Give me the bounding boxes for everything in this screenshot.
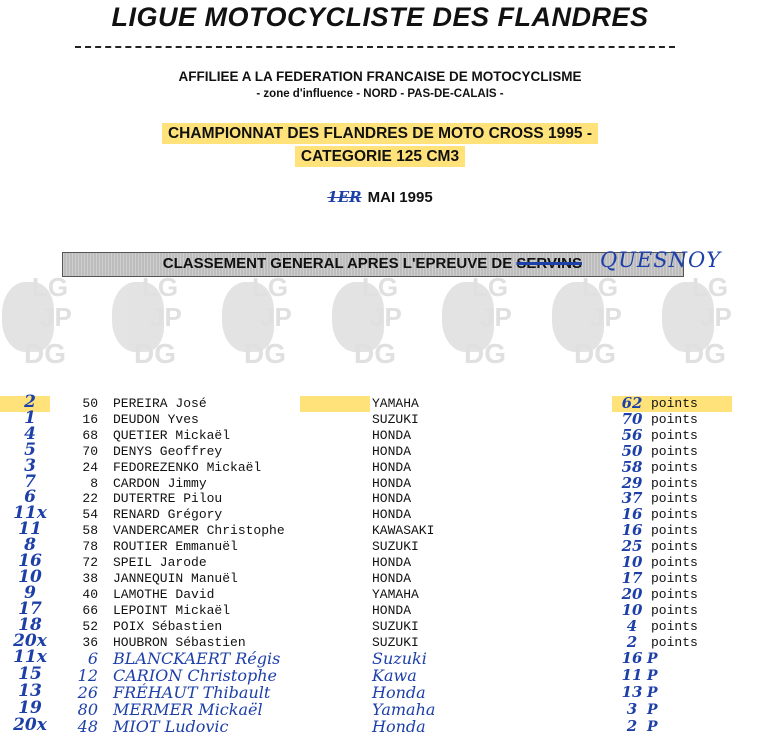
rank-cell: 20x: [13, 715, 47, 735]
rank-cell: 16: [18, 551, 42, 571]
rank-cell: 13: [18, 681, 42, 702]
rider-name-cell: LAMOTHE David: [113, 586, 215, 602]
points-cell: 37: [621, 489, 643, 508]
points-unit-cell: points: [651, 618, 698, 634]
dashed-divider: [75, 46, 675, 48]
race-number-cell: 22: [82, 491, 98, 507]
result-row: [0, 630, 760, 651]
points-cell: 10: [621, 600, 643, 619]
category-text: CATEGORIE 125 CM3: [295, 146, 465, 167]
points-unit-cell: points: [651, 586, 698, 602]
race-number-cell: 36: [82, 634, 98, 650]
rider-name-cell: QUETIER Mickaël: [113, 427, 231, 443]
result-row: [0, 519, 760, 540]
brand-cell: SUZUKI: [372, 411, 419, 427]
points-unit-cell: points: [651, 396, 698, 411]
points-cell: 70: [621, 409, 643, 428]
result-row: [0, 664, 760, 686]
rider-name-cell: BLANCKAERT Régis: [113, 649, 281, 669]
race-number-cell: 72: [82, 555, 98, 570]
race-number-cell: 26: [77, 683, 98, 703]
rank-cell: 7: [24, 471, 36, 492]
race-number-cell: 50: [82, 396, 98, 411]
rider-name-cell: VANDERCAMER Christophe: [113, 523, 285, 539]
brand-cell: Honda: [372, 683, 426, 703]
rider-name-cell: RENARD Grégory: [113, 507, 223, 523]
watermark-letters: DG: [574, 338, 616, 369]
race-number-cell: 38: [82, 570, 98, 586]
race-number-cell: 48: [77, 717, 98, 736]
watermark-letters: DG: [134, 338, 176, 369]
race-number-cell: 16: [82, 411, 98, 427]
watermark-letters: LG: [252, 272, 289, 302]
rider-name-cell: HOUBRON Sébastien: [113, 634, 246, 650]
watermark-letters: JP: [700, 302, 732, 332]
race-number-cell: 40: [82, 586, 98, 602]
race-number-cell: 78: [82, 539, 98, 555]
points-unit-cell: points: [651, 411, 698, 427]
brand-cell: HONDA: [372, 491, 412, 507]
rider-name-cell: DEUDON Yves: [113, 411, 199, 427]
result-row: [0, 392, 760, 412]
rank-cell: 11: [18, 519, 42, 540]
watermark-logo: [442, 272, 532, 372]
points-unit-cell: points: [651, 475, 698, 491]
points-cell: 16: [621, 649, 643, 668]
championship-title-text: CHAMPIONNAT DES FLANDRES DE MOTO CROSS 1995 -: [162, 123, 598, 144]
watermark-letters: LG: [692, 272, 729, 302]
points-unit-cell: points: [651, 570, 698, 586]
result-row: [0, 598, 760, 619]
watermark-letters: LG: [362, 272, 399, 302]
rider-name-cell: POIX Sébastien: [113, 618, 223, 634]
race-number-cell: 6: [87, 649, 98, 669]
classement-prefix: CLASSEMENT GENERAL APRES L'EPREUVE DE: [162, 255, 513, 272]
points-unit-cell: points: [651, 459, 698, 475]
result-row: [0, 715, 760, 736]
rider-name-cell: CARDON Jimmy: [113, 475, 207, 491]
watermark-letters: LG: [472, 272, 509, 302]
result-row: [0, 698, 760, 720]
points-unit-cell: P: [647, 702, 658, 719]
championship-title-line2: [0, 148, 760, 166]
rider-name-cell: PEREIRA José: [113, 396, 207, 411]
result-row: [0, 566, 760, 587]
points-cell: 11: [621, 666, 643, 685]
rider-name-cell: JANNEQUIN Manuël: [113, 570, 238, 586]
watermark-letters: JP: [150, 302, 182, 332]
federation-affiliation: AFFILIEE A LA FEDERATION FRANCAISE DE MOTOCYCLISME: [178, 69, 582, 84]
brand-cell: SUZUKI: [372, 634, 419, 650]
points-unit-cell: points: [651, 539, 698, 555]
race-number-cell: 66: [82, 602, 98, 618]
rank-cell: 6: [24, 487, 36, 508]
race-number-cell: 54: [82, 507, 98, 523]
brand-cell: Honda: [372, 717, 426, 736]
watermark-letters: LG: [142, 272, 179, 302]
rank-cell: 8: [24, 535, 36, 556]
result-row: [0, 487, 760, 508]
watermark-letters: DG: [354, 338, 396, 369]
result-row: [0, 407, 760, 428]
brand-cell: HONDA: [372, 507, 412, 523]
brand-cell: HONDA: [372, 555, 412, 570]
race-number-cell: 24: [82, 459, 98, 475]
points-cell: 2: [626, 632, 638, 651]
points-unit-cell: P: [647, 668, 658, 685]
watermark-letters: JP: [40, 302, 72, 332]
race-number-cell: 68: [82, 427, 98, 443]
points-unit-cell: P: [647, 651, 658, 668]
struck-day: 1ER: [327, 188, 362, 206]
rank-cell: 3: [24, 455, 36, 476]
points-cell: 20: [621, 584, 643, 603]
points-cell: 16: [621, 505, 643, 524]
watermark-letters: DG: [464, 338, 506, 369]
rank-cell: 5: [24, 439, 36, 460]
brand-cell: KAWASAKI: [372, 523, 435, 539]
points-unit-cell: points: [651, 555, 698, 570]
brand-cell: HONDA: [372, 443, 412, 459]
rank-cell: 10: [18, 566, 42, 587]
row-highlight: [300, 396, 370, 412]
rider-name-cell: LEPOINT Mickaël: [113, 602, 231, 618]
rider-name-cell: MIOT Ludovic: [113, 717, 229, 736]
brand-cell: SUZUKI: [372, 618, 419, 634]
points-cell: 2: [626, 717, 638, 735]
watermark-logo: [112, 272, 202, 372]
race-number-cell: 80: [77, 700, 98, 720]
rider-name-cell: MERMER Mickaël: [113, 700, 263, 720]
points-unit-cell: P: [647, 719, 658, 735]
points-cell: 56: [621, 425, 643, 444]
classement-heading: [62, 255, 582, 272]
rank-cell: 20x: [13, 630, 47, 651]
rank-cell: 19: [18, 698, 42, 719]
rider-name-cell: DUTERTRE Pilou: [113, 491, 223, 507]
race-number-cell: 52: [82, 618, 98, 634]
points-cell: 62: [621, 394, 643, 412]
result-row: [0, 455, 760, 476]
rider-name-cell: DENYS Geoffrey: [113, 443, 223, 459]
brand-cell: Suzuki: [372, 649, 427, 669]
struck-place: SERVINS: [516, 255, 582, 272]
result-row: [0, 647, 760, 669]
rank-cell: 18: [18, 614, 42, 635]
result-row: [0, 582, 760, 603]
rank-cell: 9: [24, 582, 36, 603]
rank-cell: 11x: [13, 647, 47, 668]
watermark-letters: JP: [480, 302, 512, 332]
league-title: LIGUE MOTOCYCLISTE DES FLANDRES: [111, 2, 649, 32]
rank-cell: 11x: [13, 503, 47, 524]
points-unit-cell: P: [647, 685, 658, 702]
points-cell: 58: [621, 457, 643, 476]
result-row: [0, 503, 760, 524]
result-row: [0, 681, 760, 703]
rank-cell: 1: [24, 407, 36, 428]
race-number-cell: 12: [77, 666, 98, 686]
brand-cell: Yamaha: [372, 700, 436, 720]
brand-cell: HONDA: [372, 475, 412, 491]
points-cell: 3: [626, 700, 638, 719]
race-number-cell: 58: [82, 523, 98, 539]
brand-cell: HONDA: [372, 427, 412, 443]
watermark-letters: DG: [244, 338, 286, 369]
result-row: [0, 471, 760, 492]
watermark-letters: LG: [32, 272, 69, 302]
race-number-cell: 70: [82, 443, 98, 459]
watermark-letters: DG: [24, 338, 66, 369]
points-unit-cell: points: [651, 491, 698, 507]
brand-cell: SUZUKI: [372, 539, 419, 555]
points-cell: 29: [621, 473, 643, 492]
points-unit-cell: points: [651, 427, 698, 443]
points-unit-cell: points: [651, 602, 698, 618]
points-unit-cell: points: [651, 507, 698, 523]
brand-cell: YAMAHA: [372, 396, 419, 411]
result-row: [0, 551, 760, 571]
rider-name-cell: FEDOREZENKO Mickaël: [113, 459, 262, 475]
points-cell: 10: [621, 553, 643, 571]
result-row: [0, 439, 760, 460]
result-row: [0, 614, 760, 635]
brand-cell: HONDA: [372, 602, 412, 618]
rank-cell: 15: [18, 664, 42, 685]
watermark-logo: [332, 272, 422, 372]
rider-name-cell: ROUTIER Emmanuël: [113, 539, 238, 555]
watermark-letters: JP: [260, 302, 292, 332]
rank-cell: 2: [24, 392, 36, 412]
points-unit-cell: points: [651, 634, 698, 650]
watermark-letters: JP: [590, 302, 622, 332]
rider-name-cell: FRÉHAUT Thibault: [113, 683, 271, 703]
watermark-letters: JP: [370, 302, 402, 332]
points-cell: 50: [621, 441, 643, 460]
watermark-logo: [552, 272, 642, 372]
rank-cell: 17: [18, 598, 42, 619]
watermark-logo: [222, 272, 312, 372]
points-cell: 17: [621, 568, 643, 587]
handwritten-place: QUESNOY: [600, 248, 722, 272]
points-unit-cell: points: [651, 523, 698, 539]
result-row: [0, 535, 760, 556]
watermark-letters: DG: [684, 338, 726, 369]
points-unit-cell: points: [651, 443, 698, 459]
event-date: [0, 188, 760, 206]
rider-name-cell: CARION Christophe: [113, 666, 277, 686]
brand-cell: Kawa: [372, 666, 417, 686]
brand-cell: YAMAHA: [372, 586, 419, 602]
points-cell: 25: [621, 537, 643, 556]
rank-cell: 4: [24, 423, 36, 444]
points-cell: 4: [626, 616, 638, 635]
points-cell: 16: [621, 521, 643, 540]
points-cell: 13: [621, 683, 643, 702]
brand-cell: HONDA: [372, 459, 412, 475]
result-row: [0, 423, 760, 444]
watermark-logo: [2, 272, 92, 372]
watermark-logo: [662, 272, 752, 372]
zone-of-influence: - zone d'influence - NORD - PAS-DE-CALAIS -: [256, 88, 504, 100]
championship-title-line1: [0, 125, 760, 143]
race-number-cell: 8: [90, 475, 98, 491]
watermark-letters: LG: [582, 272, 619, 302]
rider-name-cell: SPEIL Jarode: [113, 555, 207, 570]
month-year: MAI 1995: [367, 189, 433, 206]
brand-cell: HONDA: [372, 570, 412, 586]
